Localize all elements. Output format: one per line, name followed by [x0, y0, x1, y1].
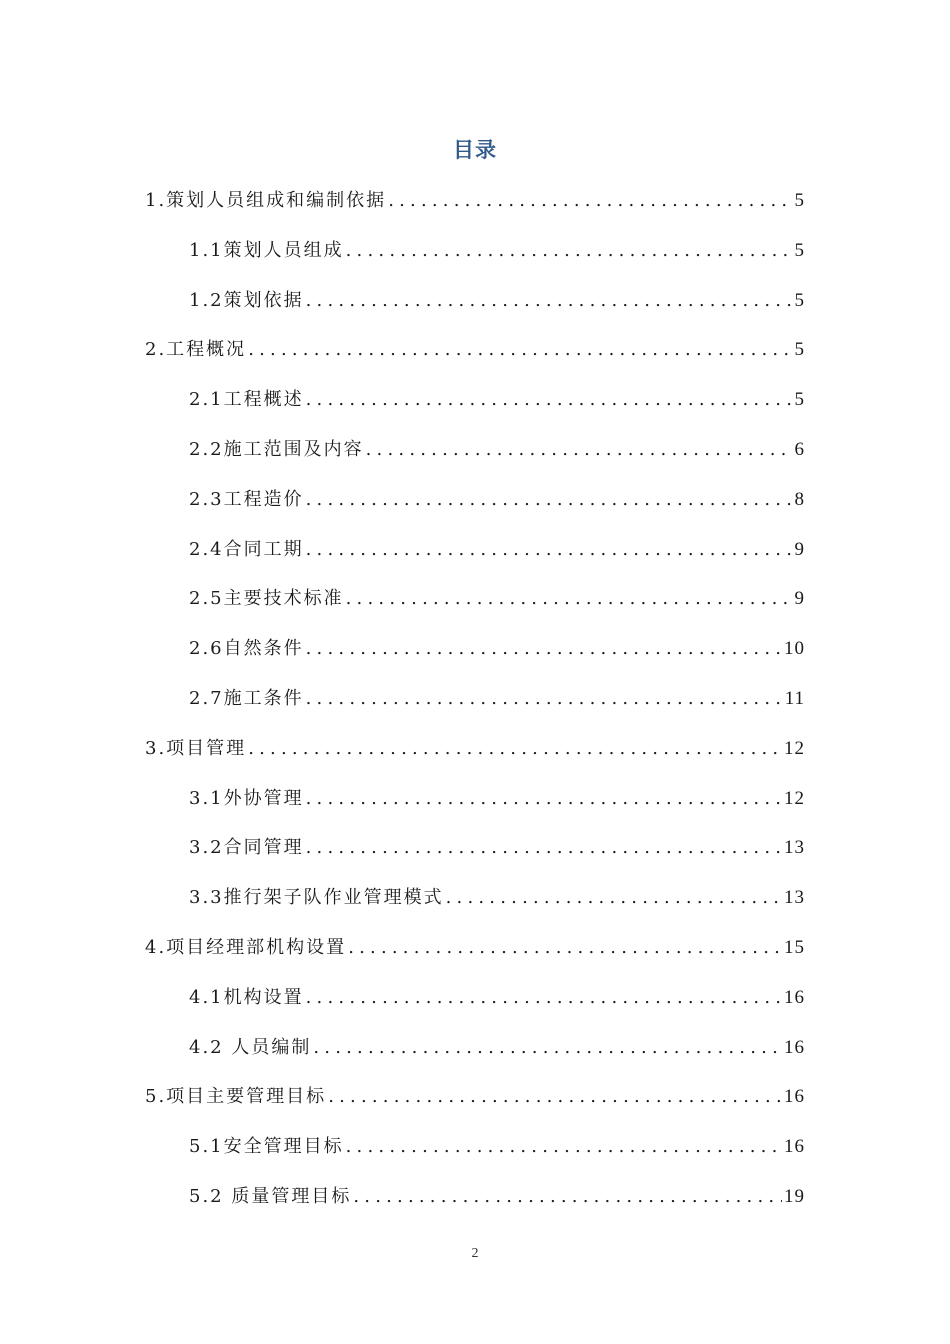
- toc-entry-title: 4.项目经理部机构设置: [145, 937, 347, 958]
- toc-dot-leader: [306, 487, 793, 513]
- toc-entry-page: 16: [784, 986, 805, 1008]
- toc-entry-page: 10: [784, 638, 805, 660]
- toc-entry[interactable]: [189, 682, 805, 712]
- toc-entry[interactable]: [189, 881, 805, 911]
- toc-entry-page: 15: [784, 937, 805, 958]
- toc-entry-page: 12: [784, 787, 805, 809]
- toc-entry[interactable]: [189, 1130, 805, 1160]
- toc-entry[interactable]: [145, 333, 805, 363]
- toc-dot-leader: [446, 885, 782, 911]
- toc-dot-leader: [248, 736, 782, 762]
- toc-entry-title: 4.2 人员编制: [189, 1036, 312, 1058]
- toc-dot-leader: [306, 636, 782, 662]
- toc-entry-page: 9: [794, 588, 805, 610]
- toc-entry-title: 2.2施工范围及内容: [189, 439, 364, 460]
- toc-entry-title: 3.2合同管理: [189, 837, 304, 859]
- toc-dot-leader: [306, 985, 782, 1011]
- toc-dot-leader: [346, 238, 793, 264]
- toc-entry-title: 4.1机构设置: [189, 986, 304, 1008]
- toc-entry[interactable]: [189, 234, 805, 264]
- page-number: 2: [471, 1246, 479, 1261]
- toc-entry-title: 2.5主要技术标准: [189, 588, 344, 610]
- toc-dot-leader: [346, 1134, 782, 1160]
- toc-dot-leader: [348, 935, 782, 961]
- toc-entry-page: 8: [794, 488, 805, 510]
- toc-entry-page: 16: [784, 1086, 805, 1108]
- toc-entry[interactable]: [189, 1180, 805, 1210]
- toc-entry[interactable]: [189, 981, 805, 1011]
- toc-dot-leader: [248, 337, 792, 363]
- toc-entry-page: 6: [794, 439, 805, 460]
- toc-entry-title: 2.6自然条件: [189, 638, 304, 660]
- toc-entry-page: 5: [794, 289, 805, 311]
- toc-dot-leader: [313, 1035, 782, 1061]
- toc-entry-title: 5.项目主要管理目标: [145, 1086, 327, 1108]
- toc-dot-leader: [388, 188, 792, 214]
- toc-entry-title: 3.3推行架子队作业管理模式: [189, 887, 444, 909]
- toc-entry[interactable]: [189, 383, 805, 413]
- toc-entry-title: 2.4合同工期: [189, 538, 304, 560]
- toc-entry-title: 3.1外协管理: [189, 787, 304, 809]
- toc-entry-title: 1.2策划依据: [189, 289, 304, 311]
- toc-entry-page: 13: [784, 837, 805, 859]
- toc-entry[interactable]: [189, 483, 805, 513]
- toc-dot-leader: [328, 1084, 782, 1110]
- toc-entry-page: 16: [784, 1036, 805, 1058]
- toc-entry-title: 5.1安全管理目标: [189, 1136, 344, 1158]
- toc-dot-leader: [353, 1184, 782, 1210]
- toc-entry-page: 11: [784, 688, 805, 709]
- toc-title: 目录: [453, 138, 497, 162]
- toc-entry-page: 12: [784, 737, 805, 759]
- toc-entry-page: 19: [784, 1186, 805, 1207]
- toc-dot-leader: [306, 387, 793, 413]
- toc-entry-page: 9: [794, 538, 805, 560]
- toc-dot-leader: [366, 437, 793, 463]
- toc-dot-leader: [306, 288, 793, 314]
- toc-entry-page: 13: [784, 887, 805, 909]
- toc-entry-page: 5: [794, 190, 805, 211]
- toc-entry-title: 3.项目管理: [145, 737, 247, 759]
- toc-entry[interactable]: [189, 284, 805, 314]
- toc-dot-leader: [306, 786, 782, 812]
- toc-dot-leader: [306, 537, 793, 563]
- toc-entry-title: 2.7施工条件: [189, 688, 304, 709]
- toc-entry[interactable]: [189, 582, 805, 612]
- toc-entry[interactable]: [189, 533, 805, 563]
- toc-entry[interactable]: [189, 632, 805, 662]
- toc-entry[interactable]: [145, 732, 805, 762]
- toc-entry[interactable]: [189, 831, 805, 861]
- toc-entry-title: 2.工程概况: [145, 339, 247, 361]
- toc-entry[interactable]: [189, 782, 805, 812]
- toc-entry-page: 5: [794, 239, 805, 261]
- toc-dot-leader: [346, 586, 793, 612]
- toc-entry-title: 1.策划人员组成和编制依据: [145, 190, 387, 211]
- toc-entry[interactable]: [145, 931, 805, 961]
- toc-entry[interactable]: [189, 433, 805, 463]
- toc-entry-title: 2.1工程概述: [189, 389, 304, 411]
- toc-entry[interactable]: [145, 184, 805, 214]
- toc-entry-page: 5: [794, 389, 805, 411]
- toc-entry-title: 1.1策划人员组成: [189, 239, 344, 261]
- toc-entry[interactable]: [145, 1080, 805, 1110]
- toc-entry[interactable]: [189, 1031, 805, 1061]
- toc-entry-page: 16: [784, 1136, 805, 1158]
- toc-dot-leader: [306, 686, 783, 712]
- toc-dot-leader: [306, 835, 782, 861]
- toc-entry-page: 5: [794, 339, 805, 361]
- toc-entry-title: 5.2 质量管理目标: [189, 1186, 352, 1207]
- toc-entry-title: 2.3工程造价: [189, 488, 304, 510]
